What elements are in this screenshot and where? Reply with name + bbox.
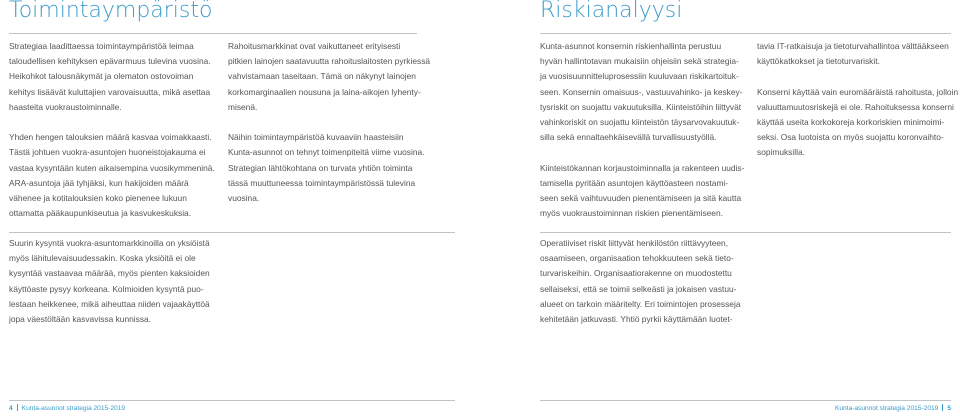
footer-left — [9, 404, 125, 414]
section-divider-left — [9, 232, 455, 233]
text-line: tavia IT-ratkaisuja ja tietoturvahallintoa välttääkseen — [757, 41, 949, 51]
text-line: käyttökatkokset ja tietoturvariskit. — [757, 56, 880, 67]
text-line: kehitys lisäävät kuluttajien varovaisuutta, mikä asettaa — [9, 86, 211, 97]
left-bottom-column — [9, 236, 210, 327]
text-line: misenä. — [228, 101, 258, 112]
text-line: myös lähitulevaisuudessakin. Koska yksiöitä ei ole — [9, 253, 196, 264]
text-line: tässä muuttuneessa toimintaympäristössä tulevina — [228, 177, 416, 188]
text-line: myös vuokraustoiminnan riskien pienentämiseen. — [540, 208, 723, 219]
text-line: sopimuksilla. — [757, 147, 805, 158]
text-line: vähenee ja kotitalouksien koko pienenee lukuun — [9, 192, 187, 203]
text-line: vahvistamaan taseitaan. Tämä on näkynyt lainojen — [228, 71, 416, 82]
text-line: ARA-asuntoja jää tyhjäksi, kun hakijoiden määrä — [9, 177, 189, 188]
text-line: Rahoitusmarkkinat ovat vaikuttaneet erityisesti — [228, 41, 401, 51]
page-title-left: Toimintaympäristö — [9, 0, 213, 23]
text-line: turvariskeihin. Organisaatiorakenne on muodostettu — [540, 268, 732, 279]
text-line: ja vuosisuunnitteluprosessiin kuuluvaan riskikartoituk- — [540, 71, 739, 82]
text-line: lestaan heikkenee, mikä aiheuttaa niiden vajaakäyttöä — [9, 298, 210, 309]
text-line: vastaa kysyntään kuten aikaisempina vuosikymmeninä. — [9, 162, 215, 173]
text-line: kehitetään jatkuvasti. Yhtiö pyrkii käyttämään luotet- — [540, 313, 733, 324]
right-bottom-column — [540, 236, 740, 327]
text-line: alueet on tarkoin määritelty. Eri toimintojen prosesseja — [540, 298, 741, 309]
right-column-1 — [540, 39, 744, 221]
text-line: osaamiseen, organisaation tehokkuuteen sekä tieto- — [540, 253, 734, 264]
text-line: hyvän hallintotavan mukaisiin ohjeisiin sekä strategia- — [540, 56, 739, 67]
text-line: ottamatta pääkaupunkiseutua ja kasvukeskuksia. — [9, 208, 192, 219]
text-line: tamisella pyritään asuntojen käyttöasteen nostami- — [540, 177, 729, 188]
footer-divider-left — [9, 400, 455, 401]
paragraph-gap — [9, 115, 215, 130]
text-line: vahinkoriskit on suojattu kiinteistön täysarvovakuutuk- — [540, 116, 740, 127]
title-divider-right — [540, 33, 951, 34]
text-line: Näihin toimintaympäristöä kuvaaviin haasteisiin — [228, 132, 404, 143]
text-line: sellaiseksi, että se toimii selkeästi ja jokaisen vastuu- — [540, 283, 737, 294]
text-line: valuuttamuutosriskejä ei ole. Rahoituksessa konserni — [757, 101, 954, 112]
text-line: Suurin kysyntä vuokra-asuntomarkkinoilla on yksiöistä — [9, 238, 210, 248]
paragraph-gap — [228, 115, 430, 130]
text-line: Strategiaa laadittaessa toimintaympäristöä leimaa — [9, 41, 194, 51]
title-divider-left — [9, 33, 417, 34]
text-line: korkomarginaalien nousuna ja laina-aikojen lyhenty- — [228, 86, 421, 97]
text-line: käyttöaste pysyy korkeana. Kolmioiden kysyntä puo- — [9, 283, 204, 294]
right-column-2 — [757, 39, 958, 161]
text-line: Strategian lähtökohtana on turvata yhtiön toiminta — [228, 162, 413, 173]
text-line: kysyntää vastaavaa määrää, myös pienten kaksioiden — [9, 268, 210, 279]
text-line: tysriskit on suojattu vakuutuksilla. Kiinteistöihin liittyvät — [540, 101, 742, 112]
text-line: Heikohkot talousnäkymät ja olematon ostovoiman — [9, 71, 194, 82]
text-line: vuosina. — [228, 192, 260, 203]
text-line: Kunta-asunnot on tehnyt toimenpiteitä viime vuosina. — [228, 147, 425, 158]
text-line: Tästä johtuen vuokra-asuntojen huoneistojakauma ei — [9, 147, 206, 158]
text-line: taloudellisen kehityksen epävarmuus tulevina vuosina. — [9, 56, 211, 67]
page-title-right: Riskianalyysi — [540, 0, 683, 23]
paragraph-gap — [757, 69, 958, 84]
page-number-right: 5 — [947, 405, 951, 412]
paragraph-gap — [540, 145, 744, 160]
text-line: seksi. Osa luotoista on myös suojattu koronvaihto- — [757, 132, 944, 143]
text-line: käyttää useita korkokoreja korkoriskien minimoimi- — [757, 116, 945, 127]
left-column-1 — [9, 39, 215, 221]
text-line: Kunta-asunnot konsernin riskienhallinta perustuu — [540, 41, 722, 51]
text-line: pitkien lainojen saatavuutta rahoituslaitosten pyrkiessä — [228, 56, 431, 67]
text-line: silla sekä ennaltaehkäisevällä turvallisuustyöllä. — [540, 132, 717, 143]
footer-text-right: Kunta-asunnot strategia 2015-2019 — [834, 405, 939, 412]
footer-right — [835, 404, 951, 414]
text-line: haasteita vuokraustoiminnalle. — [9, 101, 122, 112]
text-line: Kiinteistökannan korjaustoiminnalla ja rakenteen uudis- — [540, 162, 745, 173]
text-line: seen. Konsernin omaisuus-, vastuuvahinko- ja keskey- — [540, 86, 743, 97]
text-line: jopa väestöltään kasvavissa kunnissa. — [9, 313, 151, 324]
text-line: Yhden hengen talouksien määrä kasvaa voimakkaasti. — [9, 132, 212, 143]
left-column-2 — [228, 39, 430, 206]
footer-separator-left — [17, 404, 18, 411]
footer-separator-right — [942, 404, 943, 411]
footer-divider-right — [540, 400, 951, 401]
section-divider-right — [540, 232, 951, 233]
page-number-left: 4 — [9, 405, 13, 412]
footer-text-left: Kunta-asunnot strategia 2015-2019 — [21, 405, 126, 412]
text-line: Operatiiviset riskit liittyvät henkilöstön riittävyyteen, — [540, 238, 729, 248]
text-line: seen sekä vaihtuvuuden pienentämiseen ja sitä kautta — [540, 192, 742, 203]
text-line: Konserni käyttää vain euromääräistä rahoitusta, jolloin — [757, 86, 959, 97]
